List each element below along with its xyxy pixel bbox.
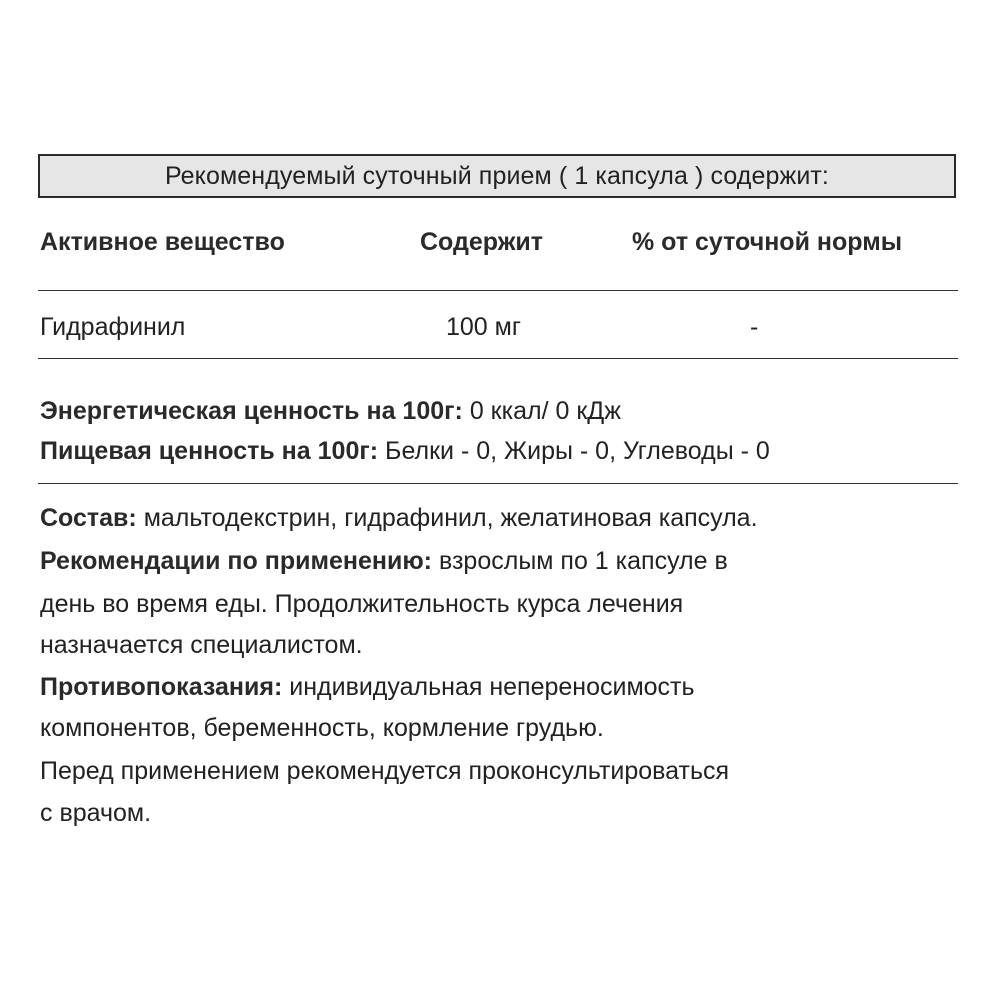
table-cell-substance: Гидрафинил: [40, 313, 186, 341]
nutrition-label: Пищевая ценность на 100г:: [40, 437, 379, 465]
composition-label: Состав:: [40, 504, 137, 532]
contraindications-line-2: компонентов, беременность, кормление грудью.: [40, 714, 604, 742]
recommendations-line-2: день во время еды. Продолжительность курса лечения: [40, 590, 684, 618]
contraindications-line-1: [40, 671, 695, 703]
column-header-daily-percent: % от суточной нормы: [632, 228, 903, 256]
recommendations-line-3: назначается специалистом.: [40, 631, 363, 659]
composition-line: [40, 502, 758, 534]
recommendations-line-1: [40, 545, 728, 577]
table-divider-bottom: [38, 358, 958, 359]
energy-label: Энергетическая ценность на 100г:: [40, 397, 463, 425]
composition-text: мальтодекстрин, гидрафинил, желатиновая капсула.: [136, 504, 758, 532]
daily-intake-title: Рекомендуемый суточный прием ( 1 капсула ) содержит:: [165, 161, 829, 190]
contraindications-label: Противопоказания:: [40, 673, 283, 701]
nutrition-value-line: [40, 435, 770, 467]
table-divider-top: [38, 290, 958, 291]
table-cell-percent: -: [750, 313, 759, 341]
contraindications-line-3: Перед применением рекомендуется проконсультироваться: [40, 757, 730, 785]
contraindications-line-4: с врачом.: [40, 799, 152, 827]
nutrition-value: Белки - 0, Жиры - 0, Углеводы - 0: [378, 437, 770, 465]
recommendations-label: Рекомендации по применению:: [40, 547, 433, 575]
section-divider: [38, 483, 958, 484]
column-header-contains: Содержит: [420, 228, 544, 256]
energy-value-line: [40, 395, 621, 427]
energy-value: 0 ккал/ 0 кДж: [462, 397, 621, 425]
daily-intake-header: [38, 154, 956, 198]
table-cell-amount: 100 мг: [446, 313, 521, 341]
contraindications-text-1: индивидуальная непереносимость: [282, 673, 695, 701]
column-header-active-substance: Активное вещество: [40, 228, 285, 256]
recommendations-text-1: взрослым по 1 капсуле в: [432, 547, 728, 575]
